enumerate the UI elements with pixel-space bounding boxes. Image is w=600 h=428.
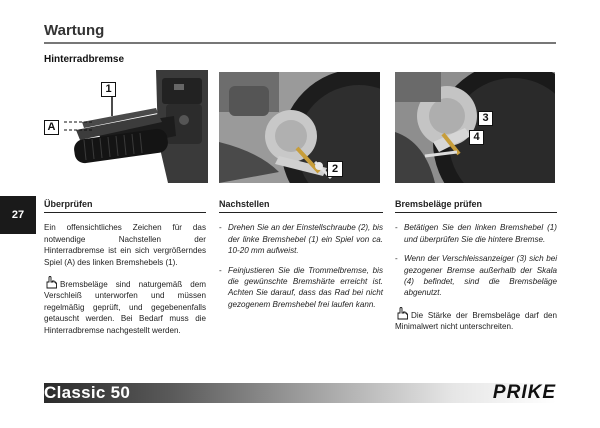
adjust-bullet-text: Feinjustieren Sie die Trommelbremse, bis die gewünschte Bremshärte erreicht ist. Achten Sie darauf, dass das Rad bei nicht gezogenem Bremshebel frei laufen kann. <box>228 265 383 309</box>
pads-heading: Bremsbeläge prüfen <box>395 199 557 213</box>
rear-brake-photo <box>219 72 380 183</box>
check-note-text: Bremsbeläge sind naturgemäß dem Verschleiß unterworfen und müssen regelmäßig geprüft, und gegebenenfalls getauscht werden. Bei Bedarf muss die Hinterradbremse nachgestellt werden. <box>44 280 206 335</box>
check-note <box>44 276 206 336</box>
pointing-hand-icon <box>44 276 58 289</box>
adjust-heading: Nachstellen <box>219 199 383 213</box>
page-number-tab: 27 <box>0 196 36 234</box>
pointing-hand-icon <box>395 307 409 320</box>
page-header-title: Wartung <box>44 22 105 39</box>
column-check <box>44 199 206 336</box>
bullet-dash: - <box>219 223 222 233</box>
check-heading: Überprüfen <box>44 199 206 213</box>
pads-bullet <box>395 253 557 299</box>
pads-bullet-text: Betätigen Sie den linken Bremshebel (1) und überprüfen Sie die hintere Bremse. <box>404 223 557 244</box>
header-divider <box>44 42 556 44</box>
adjust-bullet-text: Drehen Sie an der Einstellschraube (2), bis der linke Bremshebel (1) ein Spiel von ca. 10-20 mm aufweist. <box>228 223 383 256</box>
adjust-bullet <box>219 265 383 311</box>
adjust-bullet <box>219 222 383 256</box>
callout-2: 2 <box>327 161 343 177</box>
pads-note <box>395 307 557 333</box>
brand-logo: PRIKE <box>492 382 556 403</box>
callout-3: 3 <box>478 111 493 126</box>
pads-bullet-text: Wenn der Verschleissanzeiger (3) sich bei gezogener Bremse außerhalb der Skala (4) befindet, sind die Bremsbeläge abgenutzt. <box>404 254 557 298</box>
column-pads <box>395 199 557 333</box>
column-adjust <box>219 199 383 318</box>
brake-wear-photo <box>395 72 555 183</box>
pads-note-text: Die Stärke der Bremsbeläge darf den Minimalwert nicht unterschreiten. <box>395 310 557 332</box>
callout-A: A <box>44 120 59 135</box>
pads-bullet <box>395 222 557 245</box>
check-paragraph: Ein offensichtliches Zeichen für das notwendige Nachstellen der Hinterradbremse ist ein sich vergrößerndes Spiel (A) des linken Bremshebels (1). <box>44 223 206 267</box>
callout-1: 1 <box>101 82 116 97</box>
bullet-dash: - <box>219 265 222 275</box>
bullet-dash: - <box>395 223 398 233</box>
section-title: Hinterradbremse <box>44 54 125 65</box>
callout-4: 4 <box>469 130 484 145</box>
handlebar-photo <box>36 70 208 183</box>
bullet-dash: - <box>395 254 398 264</box>
footer-model-name: Classic 50 <box>44 383 131 402</box>
